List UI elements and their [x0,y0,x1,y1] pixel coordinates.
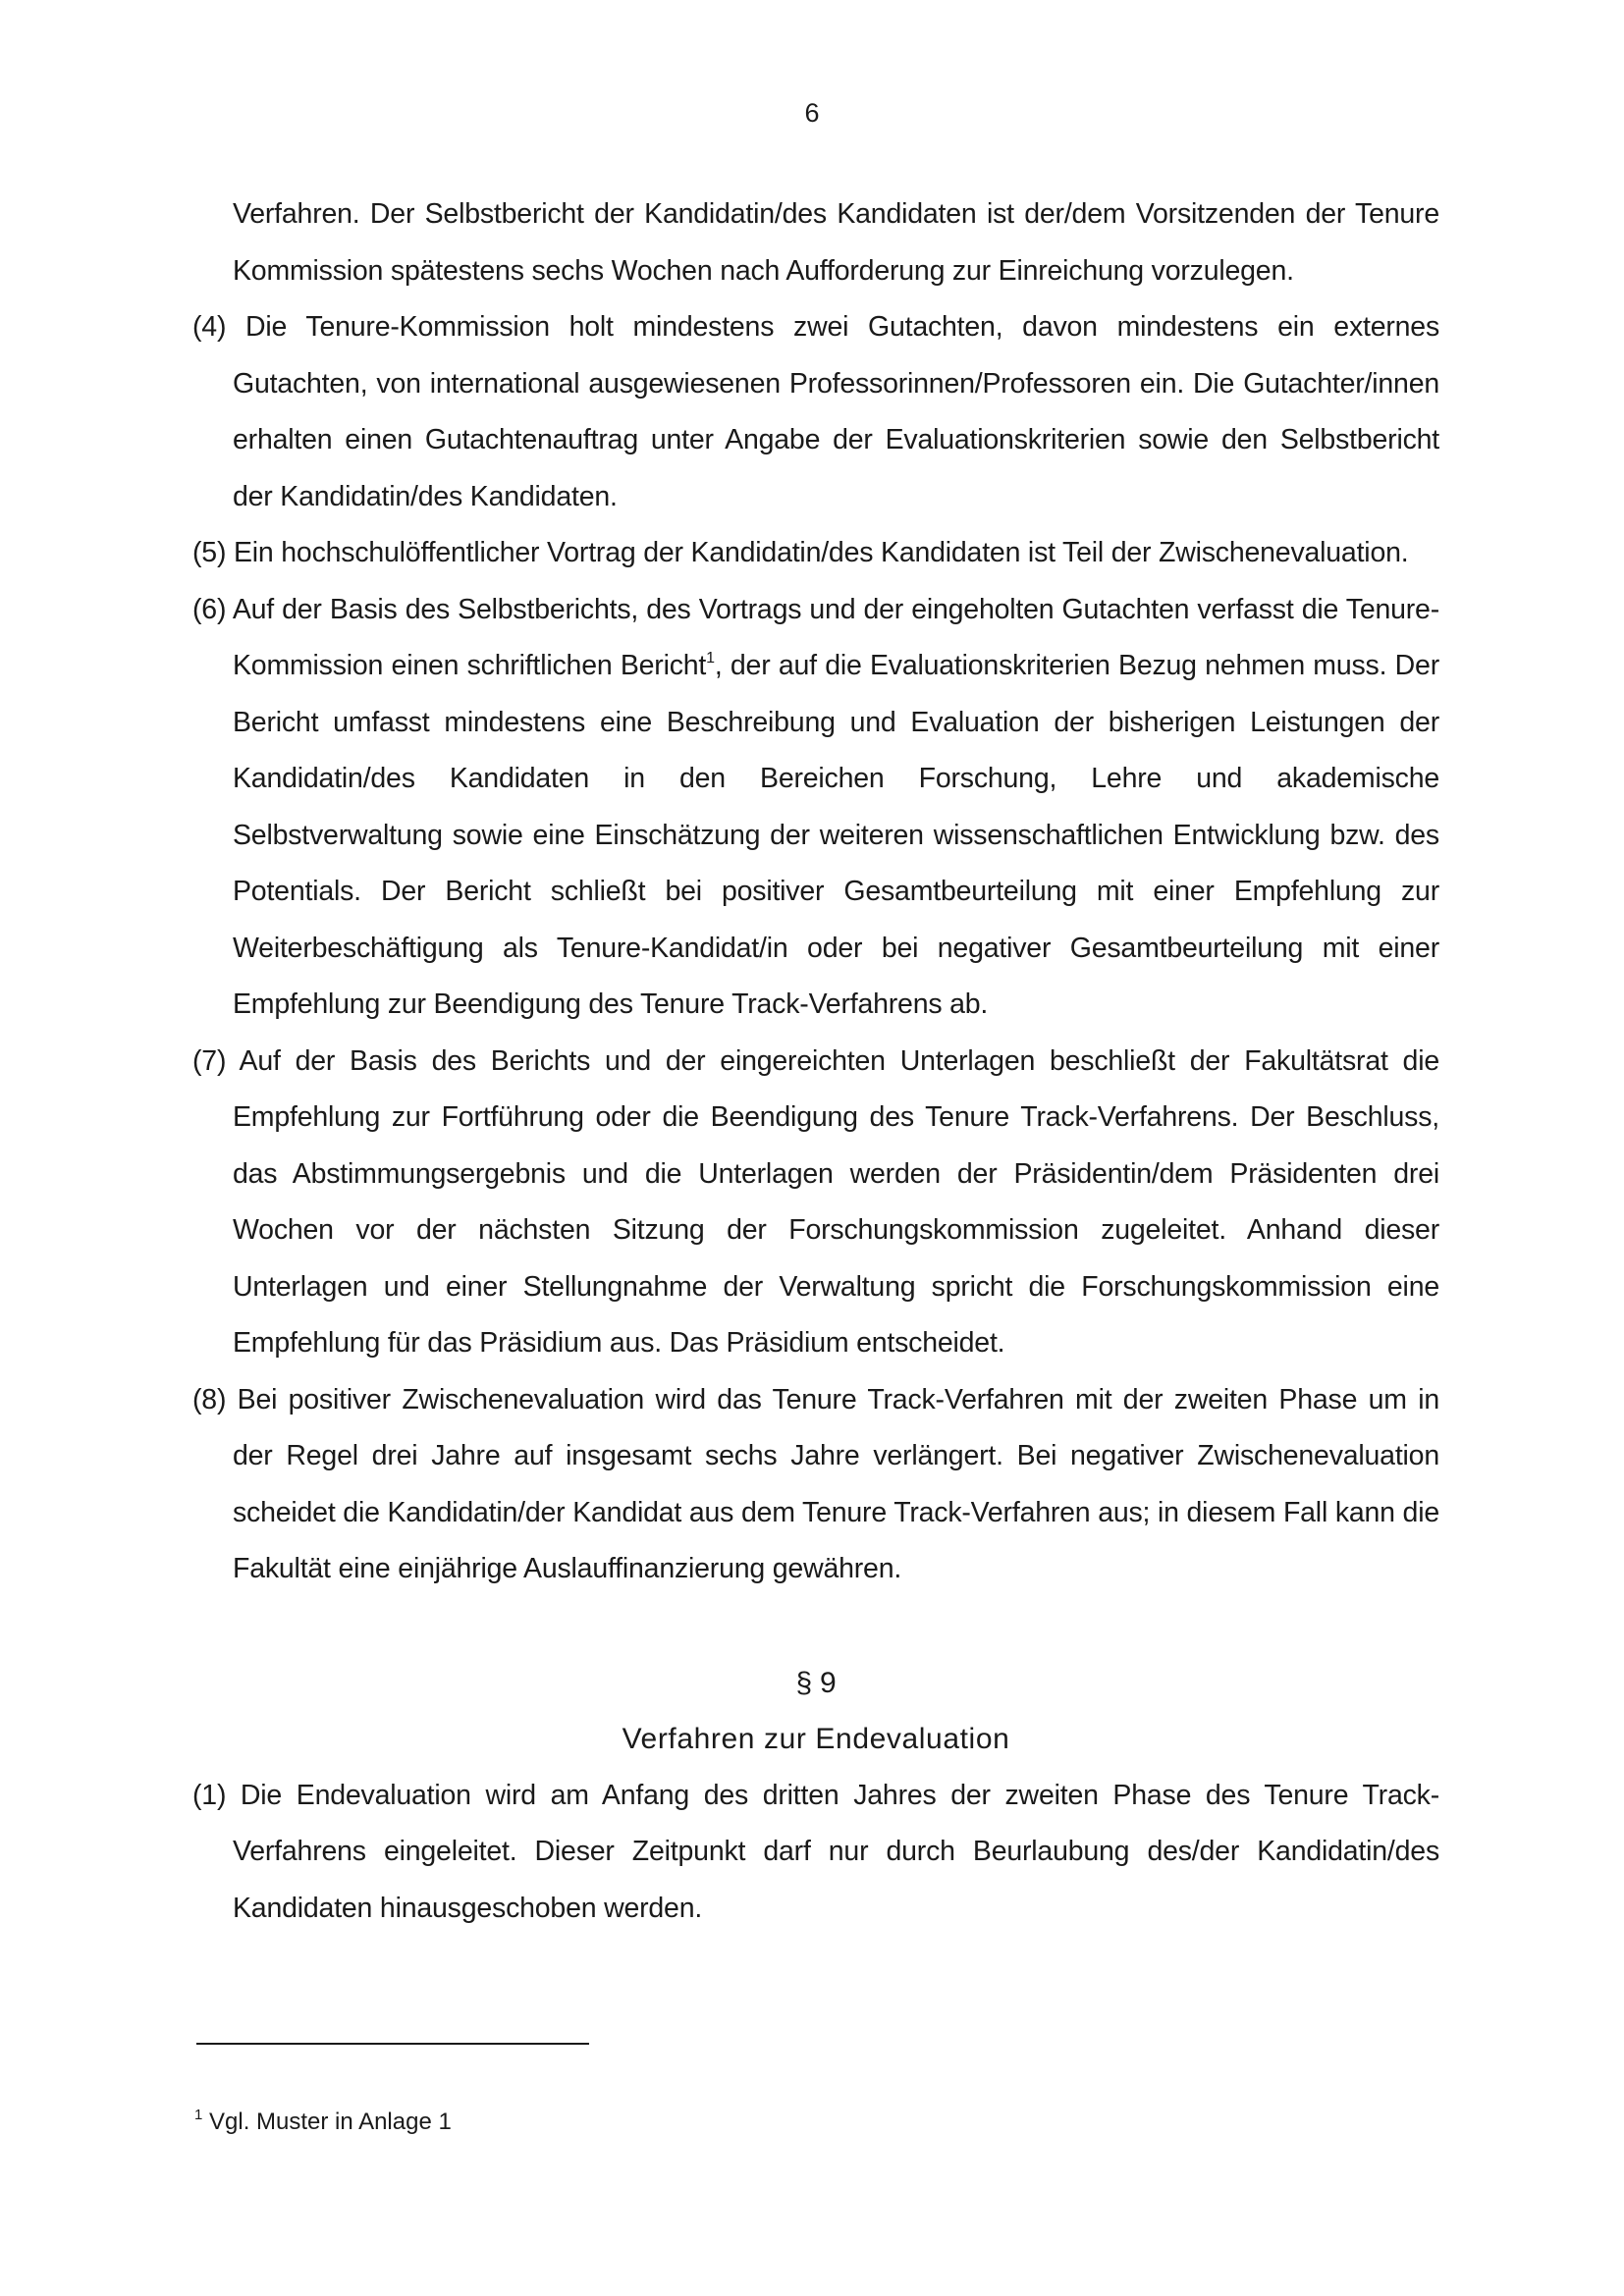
paragraph-text: Bei positiver Zwischenevaluation wird das Tenure Track-Verfahren mit der zweiten Phase um in der Regel drei Jahre auf insgesamt sechs Jahre verlängert. Bei negativer Zwischenevaluation scheidet die Kandidatin/der Kandidat aus dem Tenure Track-Verfahren aus; in diesem Fall kann die Fakultät eine einjährige Auslauffinanzierung gewähren. [233,1383,1440,1584]
paragraph-7 [192,1034,1439,1372]
paragraph-continuation: Verfahren. Der Selbstbericht der Kandidatin/des Kandidaten ist der/dem Vorsitzenden der Tenure Kommission spätestens sechs Wochen nach Aufforderung zur Einreichung vorzulegen. [233,198,1439,287]
section-number: § 9 [795,1666,837,1699]
paragraph-6 [192,582,1439,1034]
paragraph-text: Auf der Basis des Berichts und der eingereichten Unterlagen beschließt der Fakultätsrat die Empfehlung zur Fortführung oder die Beendigung des Tenure Track-Verfahrens. Der Beschluss, das Abstimmungsergebnis und die Unterlagen werden der Präsidentin/dem Präsidenten drei Wochen vor der nächsten Sitzung der Forschungskommission zugeleitet. Anhand dieser Unterlagen und einer Stellungnahme der Verwaltung spricht die Forschungskommission eine Empfehlung für das Präsidium aus. Das Präsidium entscheidet. [233,1044,1439,1359]
paragraph-number: (5) [192,537,227,568]
paragraph-number: (1) [192,1779,227,1811]
paragraph-number: (7) [192,1044,227,1077]
paragraph-text: Ein hochschulöffentlicher Vortrag der Kandidatin/des Kandidaten ist Teil der Zwischenevaluation. [233,537,1409,568]
paragraph-number: (6) [192,593,227,625]
page-number: 6 [804,98,820,128]
paragraph-5 [192,525,1439,582]
paragraph-text: Die Endevaluation wird am Anfang des dritten Jahres der zweiten Phase des Tenure Track-Verfahrens eingeleitet. Dieser Zeitpunkt darf nur durch Beurlaubung des/der Kandidatin/des Kandidaten hinausgeschoben werden. [233,1779,1440,1924]
footnote-reference: 1 [706,650,715,667]
paragraph-4 [192,299,1439,525]
footnote [194,2107,452,2138]
footnote-separator [196,2043,589,2045]
paragraph-text-after-ref: , der auf die Evaluationskriterien Bezug nehmen muss. Der Bericht umfasst mindestens eine Beschreibung und Evaluation der bisherigen Leistungen der Kandidatin/des Kandidaten in den Bereichen Forschung, Lehre und akademische Selbstverwaltung sowie eine Einschätzung der weiteren wissenschaftlichen Entwicklung bzw. des Potentials. Der Bericht schließt bei positiver Gesamtbeurteilung mit einer Empfehlung zur Weiterbeschäftigung als Tenure-Kandidat/in oder bei negativer Gesamtbeurteilung mit einer Empfehlung zur Beendigung des Tenure Track-Verfahrens ab. [233,650,1439,1020]
section-paragraph-1 [192,1768,1439,1938]
paragraph-text-before-ref: Auf der Basis des Selbstberichts, des Vortrags und der eingeholten Gutachten verfasst die Tenure-Kommission einen schriftlichen Bericht [232,593,1440,681]
paragraph-number: (8) [192,1383,227,1415]
paragraph-number: (4) [192,311,227,343]
paragraph-8 [192,1372,1439,1598]
footnote-number: 1 [194,2107,203,2123]
footnote-text: Vgl. Muster in Anlage 1 [209,2109,452,2135]
document-body [192,187,1439,1937]
section-title: Verfahren zur Endevaluation [622,1723,1010,1755]
paragraph-text: Die Tenure-Kommission holt mindestens zwei Gutachten, davon mindestens ein externes Gutachten, von international ausgewiesenen Professorinnen/Professoren ein. Die Gutachter/innen erhalten einen Gutachtenauftrag unter Angabe der Evaluationskriterien sowie den Selbstbericht der Kandidatin/des Kandidaten. [233,311,1439,512]
